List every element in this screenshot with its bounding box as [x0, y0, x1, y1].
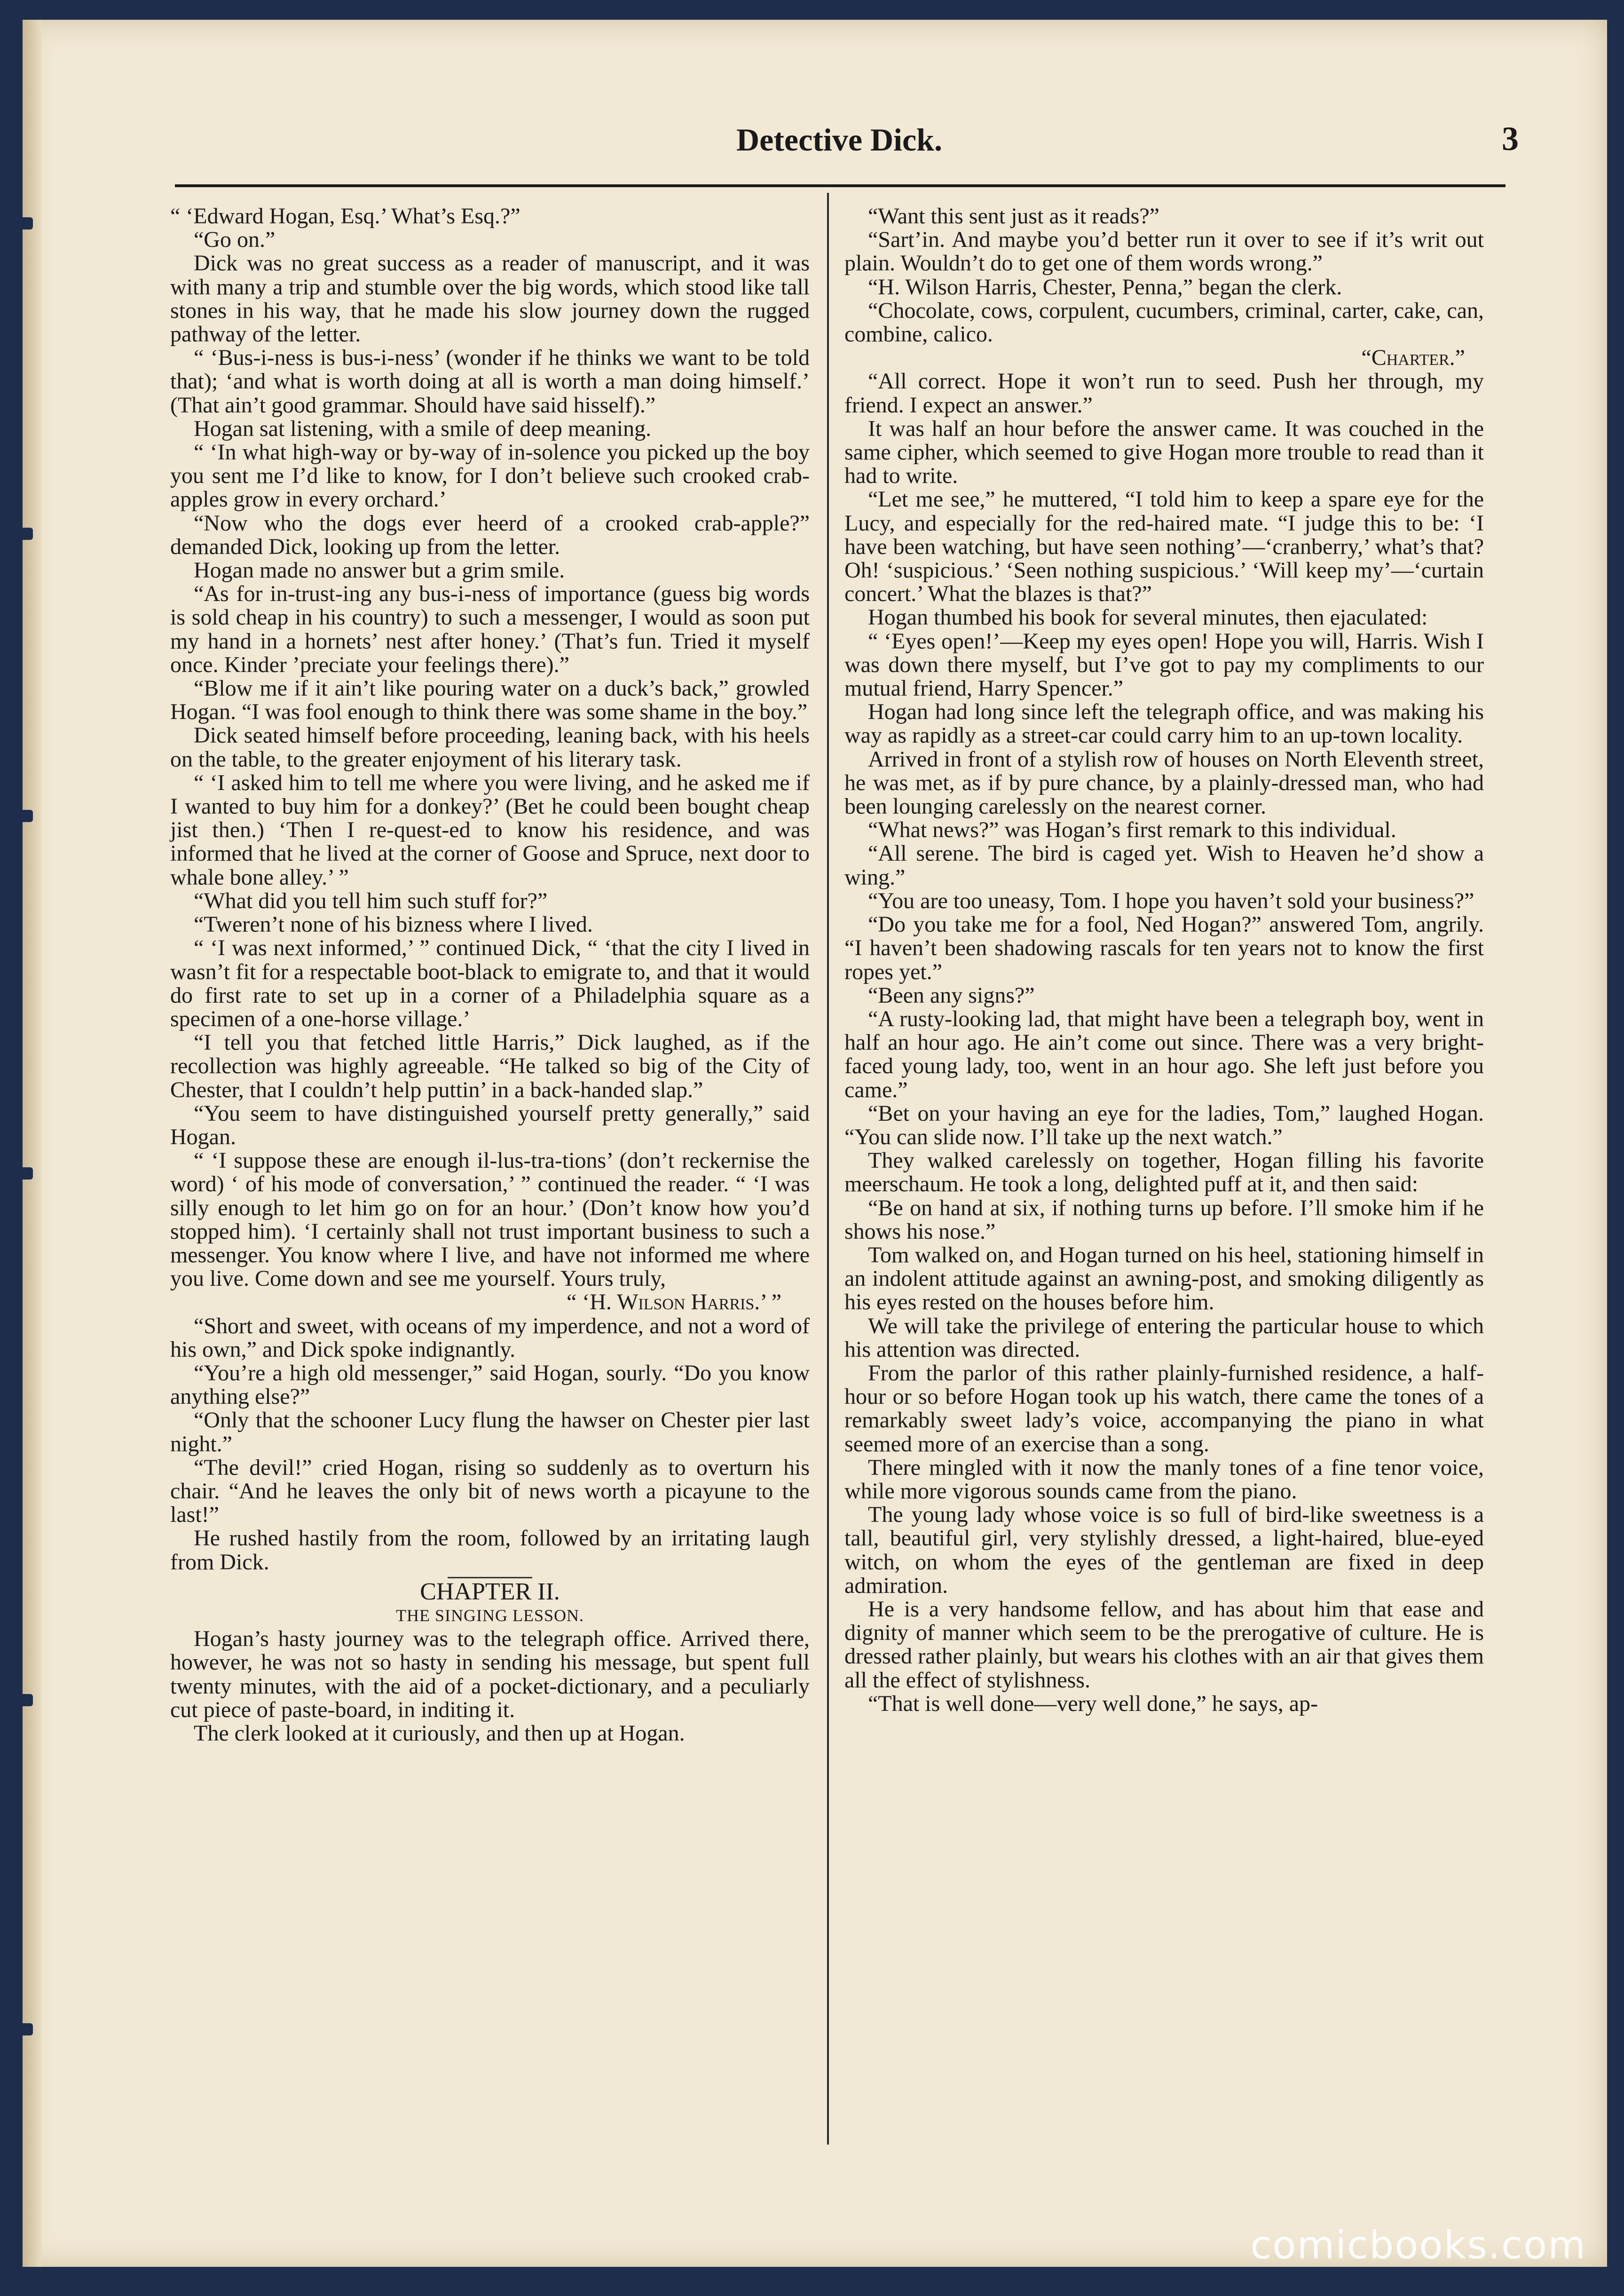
paragraph: Dick seated himself before proceeding, leaning back, with his heels on the table, to the greater enjoyment of his literary task.: [170, 723, 810, 772]
paragraph: “As for in-trust-ing any bus-i-ness of importance (guess big words is sold cheap in his country) to such a messenger, I would as soon put my hand in a hornets’ nest after honey.’ (That’s fun. Tried it myself once. Kinder ’preciate your feelings there).”: [170, 581, 810, 677]
paragraph: “ ‘Eyes open!’—Keep my eyes open! Hope you will, Harris. Wish I was down there myself, but I’ve got to pay my compliments to our mutual friend, Harry Spencer.”: [844, 628, 1484, 701]
paragraph: “All correct. Hope it won’t run to seed. Push her through, my friend. I expect an answer.”: [844, 369, 1484, 418]
paragraph: “Blow me if it ain’t like pouring water on a duck’s back,” growled Hogan. “I was fool enough to think there was some shame in the boy.”: [170, 676, 810, 725]
paragraph: “Bet on your having an eye for the ladies, Tom,” laughed Hogan. “You can slide now. I’ll take up the next watch.”: [844, 1100, 1484, 1149]
paragraph: Hogan’s hasty journey was to the telegraph office. Arrived there, however, he was not so hasty in sending his message, but spent full twenty minutes, with the aid of a pocket-dictionary, and a peculiarly cut piece of paste-board, in inditing it.: [170, 1626, 810, 1722]
paragraph: “Do you take me for a fool, Ned Hogan?” answered Tom, angrily. “I haven’t been shadowing rascals for ten years not to know the first ropes yet.”: [844, 912, 1484, 984]
running-head: Detective Dick.: [736, 122, 942, 158]
paragraph: “All serene. The bird is caged yet. Wish to Heaven he’d show a wing.”: [844, 841, 1484, 890]
paragraph: The clerk looked at it curiously, and then up at Hogan.: [194, 1721, 685, 1746]
paragraph: “What news?” was Hogan’s first remark to this individual.: [868, 817, 1396, 843]
paragraph: “ ‘I suppose these are enough il-lus-tra-tions’ (don’t reckernise the word) ‘ of his mode of conversation,’ ” continued the reader. “ ‘I was silly enough to let him go on for an hour.’ (Don’t know how you’d stopped him). ‘I certainly shall not trust important business to such a messenger. You know where I live, and have not informed me where you live. Come down and see me yourself. Yours truly,: [170, 1148, 810, 1291]
paragraph: “I tell you that fetched little Harris,” Dick laughed, as if the recollection was highly agreeable. “He talked so big of the City of Chester, that I couldn’t help puttin’ in a back-handed slap.”: [170, 1030, 810, 1102]
paragraph: “Chocolate, cows, corpulent, cucumbers, criminal, carter, cake, can, combine, calico.: [844, 298, 1484, 347]
chapter-subtitle: THE SINGING LESSON.: [396, 1606, 584, 1625]
page-header: [174, 117, 1519, 168]
paragraph: “Now who the dogs ever heerd of a crooked crab-apple?” demanded Dick, looking up from the letter.: [170, 510, 810, 559]
telegram-signature: “Charter.”: [1361, 345, 1465, 371]
paragraph: “Want this sent just as it reads?”: [868, 204, 1159, 229]
binding-hole: [12, 217, 33, 230]
binding-hole: [12, 2023, 33, 2035]
paragraph: They walked carelessly on together, Hogan filling his favorite meerschaum. He took a long, delighted puff at it, and then said:: [844, 1148, 1484, 1197]
paragraph: He rushed hastily from the room, followed by an irritating laugh from Dick.: [170, 1526, 810, 1575]
binding-hole: [12, 810, 33, 822]
paragraph: We will take the privilege of entering the particular house to which his attention was directed.: [844, 1313, 1484, 1362]
paragraph: Hogan sat listening, with a smile of deep meaning.: [194, 416, 652, 441]
paragraph: “That is well done—very well done,” he says, ap-: [868, 1691, 1318, 1716]
paragraph: “ ‘Edward Hogan, Esq.’ What’s Esq.?”: [170, 204, 520, 229]
chapter-title: CHAPTER II.: [420, 1578, 560, 1605]
binding-hole: [12, 528, 33, 540]
paragraph: “Be on hand at six, if nothing turns up before. I’ll smoke him if he shows his nose.”: [844, 1195, 1484, 1244]
page-number: 3: [1502, 120, 1519, 158]
paragraph: “What did you tell him such stuff for?”: [194, 888, 548, 913]
right-column: [844, 205, 1484, 1716]
paragraph: Dick was no great success as a reader of manuscript, and it was with many a trip and stumble over the big words, which stood like tall stones in his way, that he made his slow journey down the rugged pathway of the letter.: [170, 251, 810, 347]
paragraph: “You seem to have distinguished yourself pretty generally,” said Hogan.: [170, 1100, 810, 1149]
paragraph: “You’re a high old messenger,” said Hogan, sourly. “Do you know anything else?”: [170, 1360, 810, 1409]
paragraph: “Tweren’t none of his bizness where I lived.: [194, 912, 593, 937]
paragraph: It was half an hour before the answer came. It was couched in the same cipher, which seemed to give Hogan more trouble to read than it had to write.: [844, 416, 1484, 489]
paragraph: “A rusty-looking lad, that might have been a telegraph boy, went in half an hour ago. He ain’t come out since. There was a very bright-faced young lady, too, went in an hour ago. She left just before you came.”: [844, 1006, 1484, 1102]
binding-hole: [12, 1694, 33, 1706]
paragraph: Hogan thumbed his book for several minutes, then ejaculated:: [868, 605, 1428, 630]
column-divider: [827, 193, 829, 2145]
left-column: [170, 205, 810, 1745]
paragraph: Hogan had long since left the telegraph office, and was making his way as rapidly as a street-car could carry him to an up-town locality.: [844, 699, 1484, 748]
paragraph: “ ‘I asked him to tell me where you were living, and he asked me if I wanted to buy him for a donkey?’ (Bet he could been bought cheap jist then.) ‘Then I re-quest-ed to know his residence, and was informed that he lived at the corner of Goose and Spruce, next door to whale bone alley.’ ”: [170, 770, 810, 890]
paragraph: Hogan made no answer but a grim smile.: [194, 558, 565, 583]
paragraph: “H. Wilson Harris, Chester, Penna,” began the clerk.: [868, 274, 1342, 300]
paragraph: Arrived in front of a stylish row of houses on North Eleventh street, he was met, as if by pure chance, by a plainly-dressed man, who had been lounging carelessly on the nearest corner.: [844, 746, 1484, 819]
paragraph: The young lady whose voice is so full of bird-like sweetness is a tall, beautiful girl, very stylishly dressed, a light-haired, blue-eyed witch, on whom the eyes of the gentleman are fixed in deep admiration.: [844, 1502, 1484, 1598]
paragraph: “Been any signs?”: [868, 982, 1035, 1008]
paragraph: “You are too uneasy, Tom. I hope you haven’t sold your business?”: [868, 888, 1474, 913]
paragraph: “The devil!” cried Hogan, rising so suddenly as to overturn his chair. “And he leaves the only bit of news worth a picayune to the last!”: [170, 1455, 810, 1528]
paragraph: There mingled with it now the manly tones of a fine tenor voice, while more vigorous sounds came from the piano.: [844, 1455, 1484, 1504]
letter-signature: “ ‘H. Wilson Harris.’ ”: [566, 1290, 781, 1315]
binding-hole: [12, 1167, 33, 1180]
paragraph: “Short and sweet, with oceans of my imperdence, and not a word of his own,” and Dick spoke indignantly.: [170, 1313, 810, 1362]
paragraph: “ ‘I was next informed,’ ” continued Dick, “ ‘that the city I lived in wasn’t fit for a respectable boot-black to emigrate to, and that it would do first rate to set up in a corner of a Philadelphia square as a specimen of a one-horse village.’: [170, 935, 810, 1031]
paragraph: “Sart’in. And maybe you’d better run it over to see if it’s writ out plain. Wouldn’t do to get one of them words wrong.”: [844, 227, 1484, 276]
paragraph: From the parlor of this rather plainly-furnished residence, a half-hour or so before Hogan took up his watch, there came the tones of a remarkably sweet lady’s voice, accompanying the piano in what seemed more of an exercise than a song.: [844, 1360, 1484, 1457]
paragraph: “ ‘Bus-i-ness is bus-i-ness’ (wonder if he thinks we want to be told that); ‘and what is worth doing at all is worth a man doing himself.’ (That ain’t good grammar. Should have said hisself).”: [170, 345, 810, 418]
paragraph: Tom walked on, and Hogan turned on his heel, stationing himself in an indolent attitude against an awning-post, and smoking diligently as his eyes rested on the houses before him.: [844, 1242, 1484, 1315]
paragraph: “Only that the schooner Lucy flung the hawser on Chester pier last night.”: [170, 1408, 810, 1457]
watermark: comicbooks.com: [1250, 2223, 1586, 2268]
header-rule: [175, 184, 1506, 187]
paragraph: He is a very handsome fellow, and has about him that ease and dignity of manner which seem to be the prerogative of culture. He is dressed rather plainly, but wears his clothes with an air that gives them all the effect of stylishness.: [844, 1596, 1484, 1693]
paragraph: “ ‘In what high-way or by-way of in-solence you picked up the boy you sent me I’d like to know, for I don’t believe such crooked crab-apples grow in every orchard.’: [170, 440, 810, 512]
paragraph: “Go on.”: [194, 227, 276, 253]
binding-edge: [23, 20, 41, 2267]
paragraph: “Let me see,” he muttered, “I told him to keep a spare eye for the Lucy, and especially for the red-haired mate. “I judge this to be: ‘I have been watching, but have seen nothing’—‘cranberry,’ what’s that? Oh! ‘suspicious.’ ‘Seen nothing suspicious.’ ‘Will keep my’—‘curtain concert.’ What the blazes is that?”: [844, 487, 1484, 607]
